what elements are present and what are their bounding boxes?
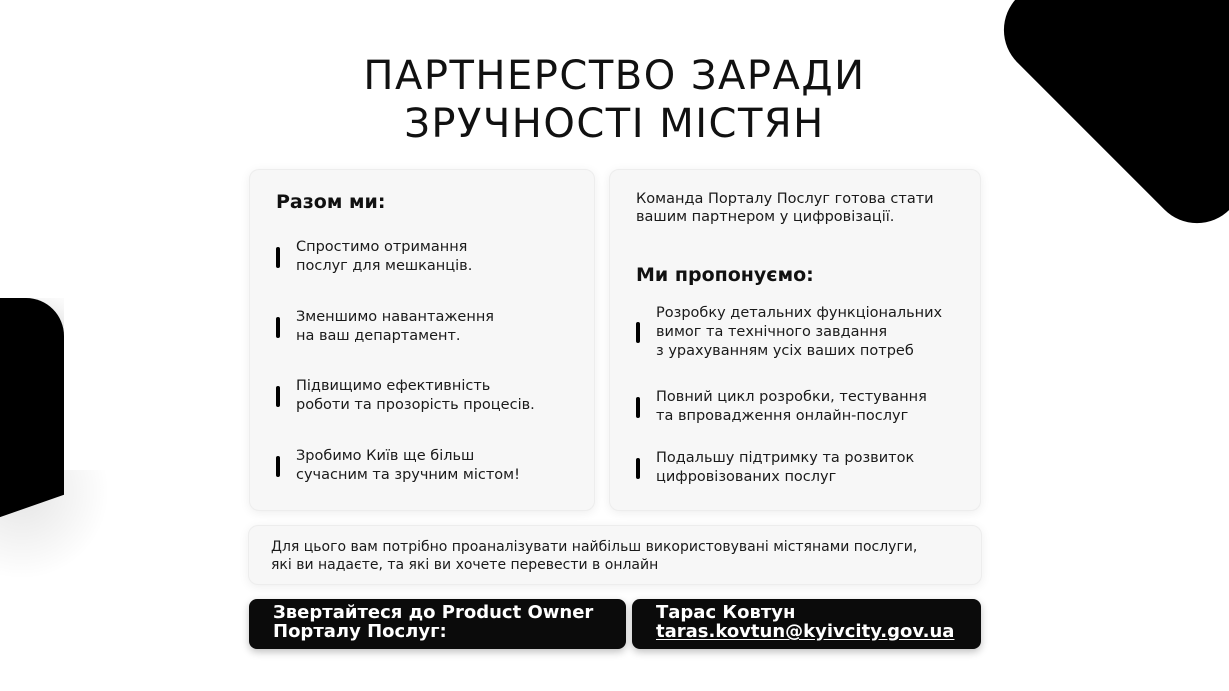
- bullet-bar: [636, 458, 640, 479]
- list-item: [276, 447, 520, 485]
- list-item: [636, 388, 927, 426]
- list-item: [636, 449, 914, 487]
- page-title-line-1: ПАРТНЕРСТВО ЗАРАДИ: [363, 53, 866, 99]
- list-item-text: Розробку детальних функціональних вимог та технічного завдання з урахуванням усіх ваших потреб: [656, 305, 943, 359]
- list-item-text: Зменшимо навантаження на ваш департамент.: [296, 309, 495, 344]
- list-item-text: Зробимо Київ ще більш сучасним та зручним містом!: [296, 448, 520, 483]
- page-title: [0, 52, 1229, 148]
- bullet-bar: [276, 247, 280, 268]
- contact-details-block: [632, 599, 981, 649]
- offer-intro: Команда Порталу Послуг готова стати вашим партнером у цифровізації.: [636, 191, 934, 225]
- contact-label-line-1: Звертайтеся до Product Owner: [273, 602, 594, 623]
- list-item: [276, 377, 535, 415]
- together-heading: Разом ми:: [276, 191, 386, 213]
- list-item: [276, 238, 472, 276]
- offer-card: [609, 169, 981, 511]
- contact-label-line-2: Порталу Послуг:: [273, 621, 447, 642]
- analysis-note-text: Для цього вам потрібно проаналізувати найбільш використовувані містянами послуги, які ви надаєте, та які ви хочете перевести в онлайн: [271, 539, 918, 573]
- analysis-note-card: [248, 525, 982, 585]
- list-item-text: Підвищимо ефективність роботи та прозорість процесів.: [296, 378, 535, 413]
- list-item-text: Повний цикл розробки, тестування та впровадження онлайн-послуг: [656, 389, 927, 424]
- contact-label-block: [249, 599, 626, 649]
- bullet-bar: [636, 322, 640, 343]
- list-item: [636, 304, 942, 361]
- list-item-text: Подальшу підтримку та розвиток цифровізованих послуг: [656, 450, 915, 485]
- bullet-bar: [276, 386, 280, 407]
- list-item-text: Спростимо отримання послуг для мешканців.: [296, 239, 473, 274]
- contact-email-link[interactable]: taras.kovtun@kyivcity.gov.ua: [656, 621, 955, 642]
- bullet-bar: [276, 317, 280, 338]
- bullet-bar: [636, 397, 640, 418]
- page-title-line-2: ЗРУЧНОСТІ МІСТЯН: [404, 101, 825, 147]
- contact-name: Тарас Ковтун: [656, 602, 796, 623]
- list-item: [276, 308, 494, 346]
- offer-heading: Ми пропонуємо:: [636, 264, 814, 286]
- together-card: [249, 169, 595, 511]
- bullet-bar: [276, 456, 280, 477]
